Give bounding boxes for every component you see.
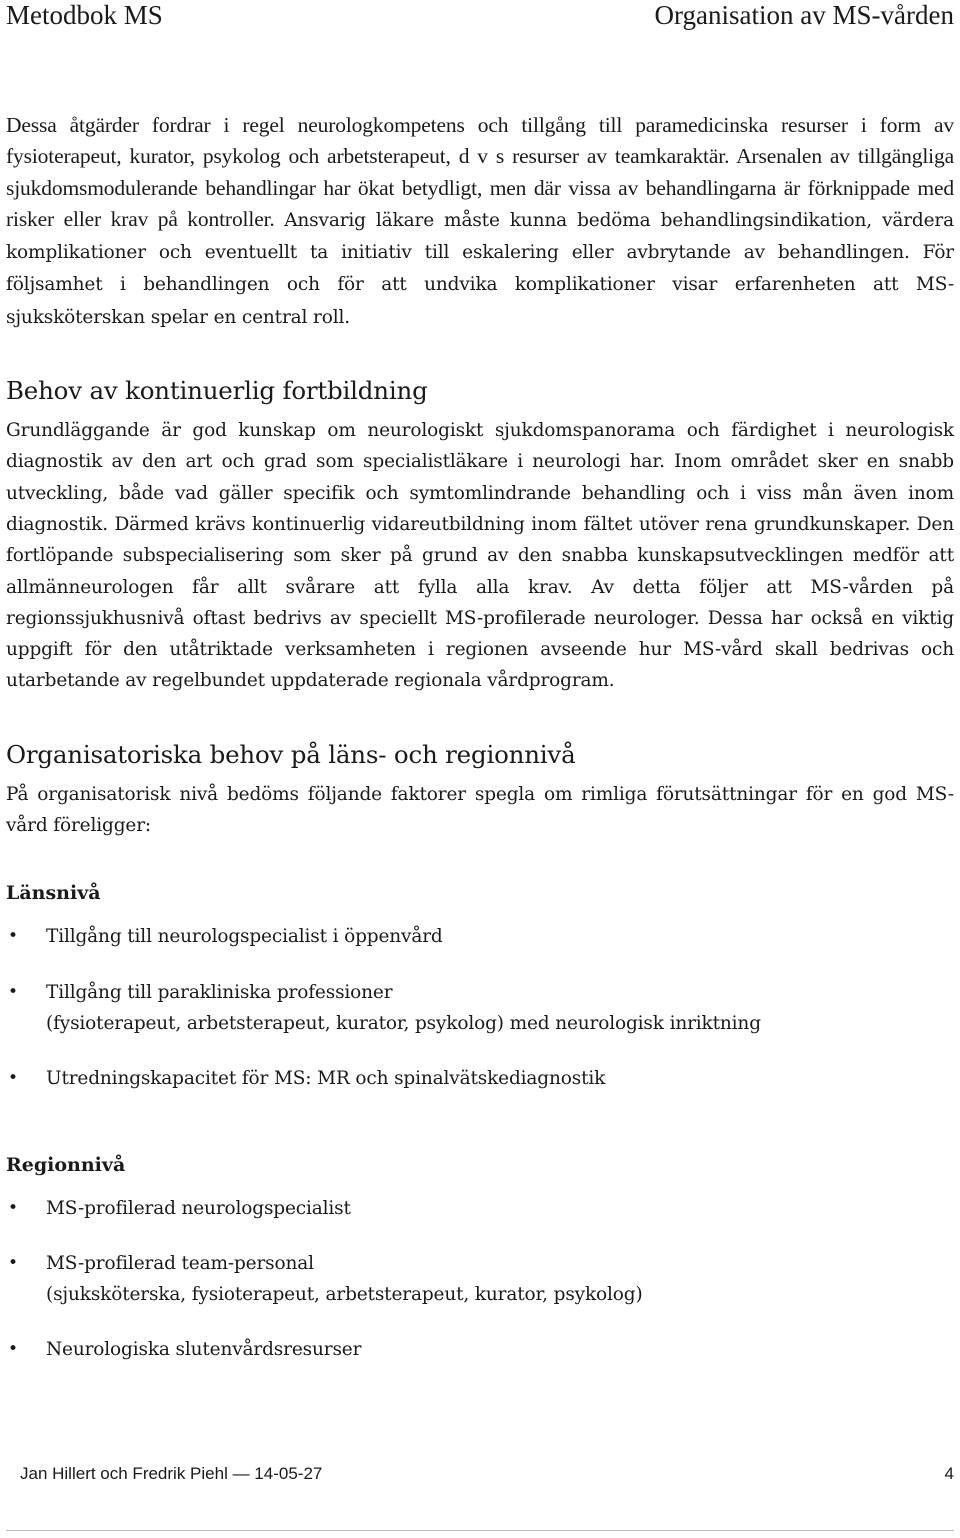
intro-paragraph [6,110,954,333]
bullet-icon: • [8,1252,18,1273]
page-content [6,110,954,1366]
bullet-icon: • [8,981,18,1002]
bullet-icon: • [8,1197,18,1218]
subheading-regionniva: Regionnivå [6,1153,126,1176]
page-header [6,0,954,34]
bullet-icon: • [8,926,18,947]
list-item [6,977,954,1040]
page-number: 4 [944,1464,954,1483]
list-item [6,1248,954,1311]
list-item-text: Neurologiska slutenvårdsresurser [46,1339,362,1361]
list-item-text: MS-profilerad neurologspecialist [46,1197,351,1219]
intro-text-part1: Dessa åtgärder fordrar i regel neurologkompetens och tillgång till paramedicinska resurser i form av fysioterapeut, kurator, psykolog och arbetsterapeut, d v s resurser av teamkaraktär. Arsenalen av tillgängliga sjukdomsmodulerande behandlingar har ökat betydligt, men där vissa av behandlingarna är förknippade med risker eller krav på kontroller. [6,113,954,231]
list-item [6,1334,954,1365]
lansniva-list [6,921,954,1094]
bullet-icon: • [8,1339,18,1360]
footer-authors-date: Jan Hillert och Fredrik Piehl — 14-05-27 [20,1464,323,1483]
section-body-fortbildning: Grundläggande är god kunskap om neurologiskt sjukdomspanorama och färdighet i neurologisk diagnostik av den art och grad som specialistläkare i neurologi har. Inom området sker en snabb utveckling, både vad gäller specifik och symtomlindrande behandling och i viss mån även inom diagnostik. Därmed krävs kontinuerlig vidareutbildning inom fältet utöver rena grundkunskaper. Den fortlöpande subspecialisering som sker på grund av den snabba kunskapsutvecklingen medför att allmänneurologen får allt svårare att fylla alla krav. Av detta följer att MS-vården på regionssjukhusnivå oftast bedrivs av speciellt MS-profilerade neurologer. Dessa har också en viktig uppgift för den utåtriktade verksamheten i regionen avseende hur MS-vård skall bedrivas och utarbetande av regelbundet uppdaterade regionala vårdprogram. [6,420,954,692]
section-heading-fortbildning: Behov av kontinuerlig fortbildning [6,376,428,406]
list-item-text: MS-profilerad team-personal [46,1252,314,1274]
section-body-organisation: På organisatorisk nivå bedöms följande faktorer spegla om rimliga förutsättningar för en god MS-vård föreligger: [6,783,954,837]
footer-divider [6,1530,954,1531]
list-item [6,921,954,952]
list-item-subtext: (fysioterapeut, arbetsterapeut, kurator, psykolog) med neurologisk inriktning [46,1012,761,1034]
bullet-icon: • [8,1068,18,1089]
list-item-text: Utredningskapacitet för MS: MR och spinalvätskediagnostik [46,1068,606,1090]
header-title-left: Metodbok MS [6,0,163,30]
regionniva-list [6,1193,954,1366]
list-item [6,1193,954,1224]
intro-text-part2: Ansvarig läkare måste kunna bedöma behandlingsindikation, värdera komplikationer och eventuellt ta initiativ till eskalering eller avbrytande av behandlingen. För följsamhet i behandlingen och för att undvika komplikationer visar erfarenheten att MS-sjuksköterskan spelar en central roll. [6,209,955,328]
list-item-text: Tillgång till neurologspecialist i öppenvård [46,926,443,948]
list-item [6,1063,954,1094]
header-title-right: Organisation av MS-vården [654,0,954,30]
list-item-text: Tillgång till parakliniska professioner [46,981,393,1003]
section-heading-organisation: Organisatoriska behov på läns- och regionnivå [6,739,576,769]
list-item-subtext: (sjuksköterska, fysioterapeut, arbetsterapeut, kurator, psykolog) [46,1284,643,1306]
subheading-lansniva: Länsnivå [6,882,101,905]
